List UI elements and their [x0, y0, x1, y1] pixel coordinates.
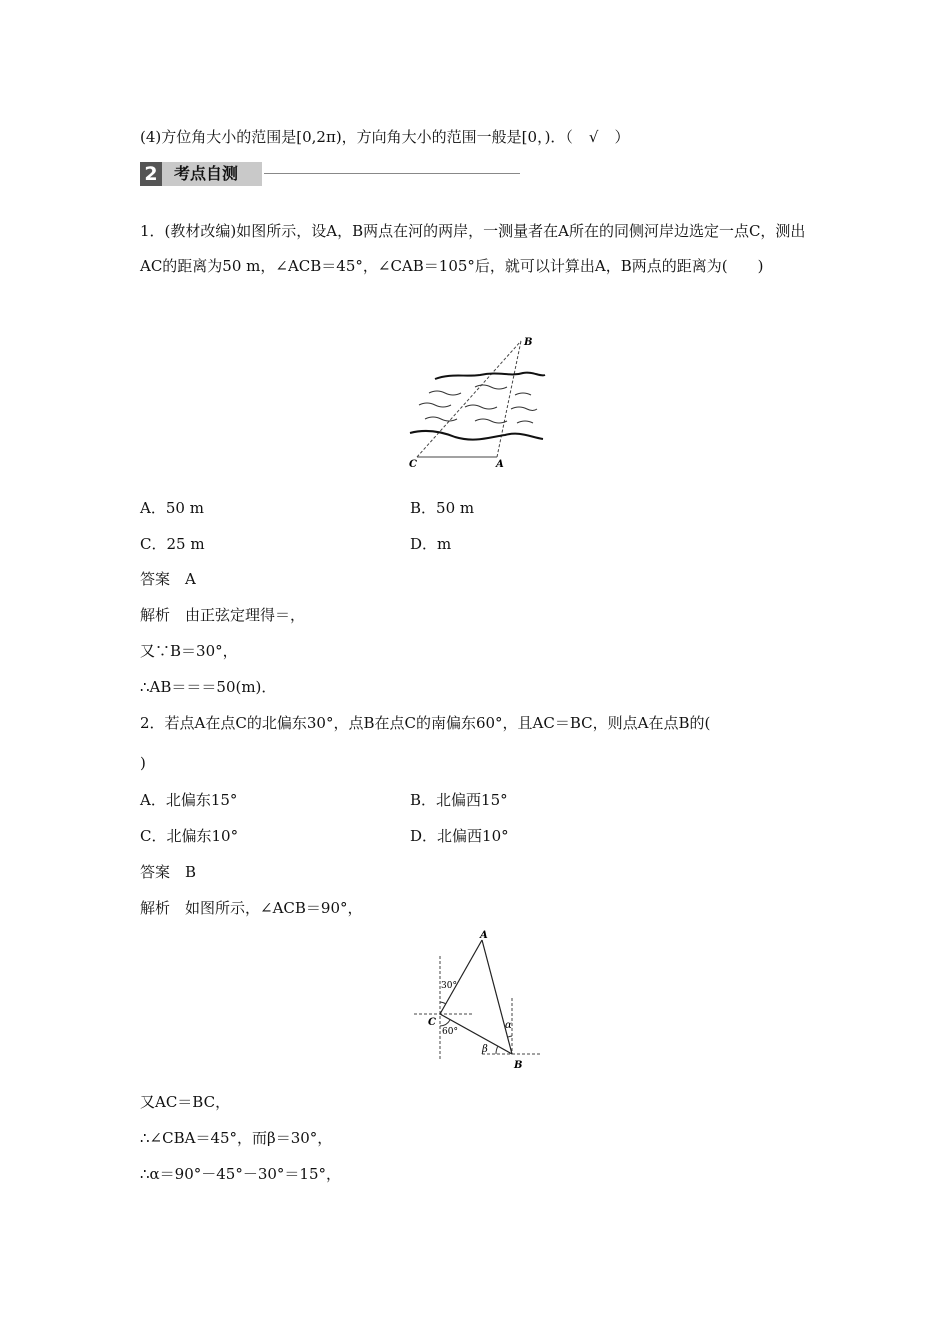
water-ripple [475, 385, 507, 389]
water-ripple [429, 391, 461, 395]
label-C: C [428, 1017, 436, 1028]
question-2-line-2: ) [140, 754, 146, 772]
label-C: C [409, 459, 417, 470]
q2-answer: 答案 B [140, 863, 197, 881]
q2-analysis-intro: 解析 如图所示，∠ACB＝90°， [140, 899, 363, 917]
q1-analysis-1: 解析 由正弦定理得＝， [140, 606, 306, 624]
q1-analysis-2: 又∵B＝30°， [140, 642, 238, 660]
water-ripple [517, 421, 533, 423]
section-number: 2 [140, 162, 162, 186]
angle-arc-30 [440, 1002, 446, 1004]
label-B: B [514, 1060, 523, 1071]
label-A: A [480, 930, 488, 941]
section-title: 考点自测 [162, 162, 262, 186]
water-ripple [475, 419, 507, 423]
water-ripple [515, 393, 531, 395]
section-divider [264, 173, 520, 174]
water-ripple [511, 407, 537, 411]
q1-option-b: B．50 m [410, 499, 475, 517]
far-bank [435, 373, 545, 379]
prev-statement-close: ） [614, 128, 630, 146]
label-A: A [496, 459, 504, 470]
question-1-text: 1．(教材改编)如图所示，设A，B两点在河的两岸，一测量者在A所在的同侧河岸边选定一点C，测出AC的距离为50 m，∠ACB＝45°，∠CAB＝105°后，就可以计算出A，B两点的距离为( ) [140, 222, 806, 275]
label-angle-30: 30° [441, 981, 457, 991]
label-angle-60: 60° [442, 1027, 458, 1037]
water-ripple [465, 405, 497, 409]
check-mark: √ [588, 128, 599, 146]
segment-AB [497, 341, 521, 457]
section-header [140, 162, 520, 186]
label-beta: β [482, 1044, 488, 1055]
q1-option-a: A．50 m [140, 499, 204, 517]
water-ripple [419, 403, 451, 407]
q2-option-a: A．北偏东15° [140, 791, 238, 809]
q1-option-d: D．m [410, 535, 452, 553]
angle-arc-60 [440, 1020, 450, 1026]
river-figure [405, 333, 555, 473]
label-alpha: α [505, 1020, 512, 1031]
segment-CA [440, 940, 482, 1014]
q2-after-3: ∴α＝90°－45°－30°＝15°， [140, 1165, 342, 1183]
q2-after-2: ∴∠CBA＝45°，而β＝30°， [140, 1129, 333, 1147]
angle-arc-alpha [508, 1036, 512, 1037]
q1-answer: 答案 A [140, 570, 196, 588]
question-2-line-1: 2．若点A在点C的北偏东30°，点B在点C的南偏东60°，且AC＝BC，则点A在点B的( [140, 714, 711, 732]
q2-option-d: D．北偏西10° [410, 827, 509, 845]
bearing-figure [410, 928, 545, 1073]
near-bank [410, 431, 543, 440]
q2-option-b: B．北偏西15° [410, 791, 508, 809]
prev-statement [140, 127, 630, 147]
segment-AB [482, 940, 512, 1054]
q2-after-1: 又AC＝BC， [140, 1093, 231, 1111]
prev-statement-text: (4)方位角大小的范围是[0,2π)，方向角大小的范围一般是[0，)．（ [140, 128, 573, 146]
q1-analysis-3: ∴AB＝＝＝50(m)． [140, 678, 277, 696]
label-B: B [524, 337, 533, 348]
q2-option-c: C．北偏东10° [140, 827, 239, 845]
q1-option-c: C．25 m [140, 535, 205, 553]
angle-arc-beta [496, 1046, 498, 1054]
